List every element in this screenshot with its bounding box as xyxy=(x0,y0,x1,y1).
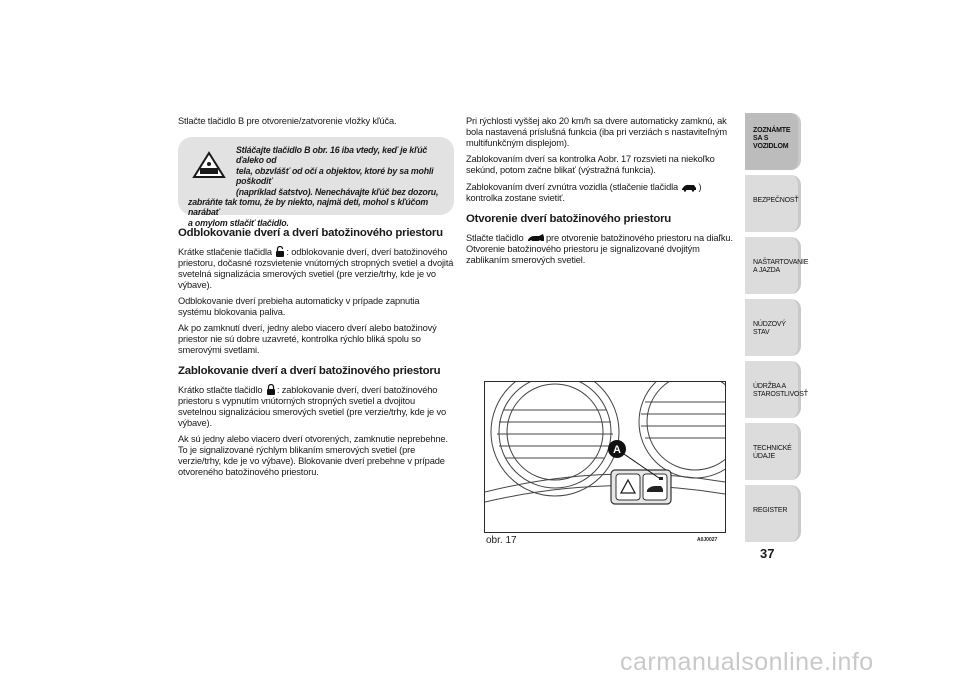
right-paragraph-2: Zablokovaním dverí sa kontrolka Aobr. 17 rozsvieti na niekoľko sekúnd, potom začne blikať (výstražná funkcia). xyxy=(466,154,715,175)
tab-udrzba[interactable]: ÚDRŽBA A STAROSTLIVOSŤ xyxy=(745,361,801,418)
tab-nudzovy-stav[interactable]: NÚDZOVÝ STAV xyxy=(745,299,801,356)
lock-paragraph-1 xyxy=(178,384,454,429)
watermark: carmanualsonline.info xyxy=(620,648,874,676)
callout-a-label: A xyxy=(613,444,621,456)
warning-triangle-icon xyxy=(192,151,226,179)
unlock-p1-pre: Krátke stlačenie tlačidla xyxy=(178,247,272,257)
unlock-paragraph-3: Ak po zamknutí dverí, jedny alebo viacero dverí alebo batožinový priestor nie sú dobre uzavreté, kontrolka rýchlo bliká spolu so smerovými svetlami. xyxy=(178,323,437,355)
tab-nastartovanie[interactable]: NAŠTARTOVANIE A JAZDA xyxy=(745,237,801,294)
lock-padlock-icon xyxy=(266,384,276,395)
section-title-lock: Zablokovanie dverí a dverí batožinového priestoru xyxy=(178,365,441,377)
tab-bezpecnost[interactable]: BEZPEČNOSŤ xyxy=(745,175,801,232)
left-column xyxy=(178,116,454,483)
figure-caption: obr. 17 xyxy=(486,535,517,546)
unlock-paragraph-1 xyxy=(178,246,454,291)
right-column xyxy=(466,116,734,271)
lock-p1-post: : zablokovanie dverí, dverí batožinového priestoru s vypnutím vnútorných stropných svetiel a dvojitou svetelnou signalizáciou smerových svetiel (pre verzie/trhy, kde je vo výbave). xyxy=(178,385,446,428)
right-p3-post: ) kontrolka zostane svietiť. xyxy=(466,182,702,203)
warning-line: (napríklad šatstvo). Nenechávajte kľúč bez dozoru, xyxy=(236,186,439,197)
trunk-open-icon xyxy=(527,232,545,243)
unlock-p1-post: : odblokovanie dverí, dverí batožinového priestoru, dočasné rozsvietenie vnútorných stropných svetiel a dvojitá svetelná signalizácia smerových svetiel (pre verzie/trhy, kde je vo výbave). xyxy=(178,247,454,290)
figure-code: A0J0027 xyxy=(697,537,718,543)
tab-zoznamte-sa[interactable]: ZOZNÁMTE SA S VOZIDLOM xyxy=(745,113,801,170)
right-p3-pre: Zablokovaním dverí zvnútra vozidla (stlačenie tlačidla xyxy=(466,182,679,192)
unlock-paragraph-2: Odblokovanie dverí prebieha automaticky v prípade zapnutia systému blokovania paliva. xyxy=(178,296,420,317)
central-lock-button-icon xyxy=(681,181,697,192)
page-number: 37 xyxy=(760,546,775,561)
tab-technicke-udaje[interactable]: TECHNICKÉ ÚDAJE xyxy=(745,423,801,480)
lock-paragraph-2: Ak sú jedny alebo viacero dverí otvorených, zamknutie neprebehne. To je signalizované rýchlym blikaním smerových svetiel (pre verzie/trhy, kde je vo výbave). Blokovanie dverí prebehne v prípade otvoreného batožinového priestoru. xyxy=(178,434,448,477)
unlock-padlock-icon xyxy=(275,246,285,257)
right-p4-post: pre otvorenie batožinového priestoru na diaľku. Otvorenie batožinového priestoru je signalizované dvojitým zablikaním smerových svetiel. xyxy=(466,233,733,265)
warning-line: tela, obzvlášť od očí a objektov, ktoré by sa mohli poškodiť xyxy=(236,165,434,187)
dashboard-illustration xyxy=(485,382,725,532)
warning-box xyxy=(178,137,454,228)
tab-register[interactable]: REGISTER xyxy=(745,485,801,542)
right-paragraph-3 xyxy=(466,181,734,204)
warning-line: zabráňte tak tomu, že by niekto, najmä deti, mohol s kľúčom narábať xyxy=(188,197,429,218)
section-title-trunk: Otvorenie dverí batožinového priestoru xyxy=(466,213,672,225)
dashboard-figure xyxy=(484,381,726,533)
section-title-unlock: Odblokovanie dverí a dverí batožinového priestoru xyxy=(178,227,443,239)
warning-text xyxy=(188,145,444,228)
lock-p1-pre: Krátko stlačte tlačidlo xyxy=(178,385,263,395)
warning-line: a omylom stlačiť tlačidlo. xyxy=(188,217,289,228)
warning-line: Stláčajte tlačidlo B obr. 16 iba vtedy, keď je kľúč ďaleko od xyxy=(236,145,428,166)
right-paragraph-4 xyxy=(466,232,734,266)
right-p4-pre: Stlačte tlačidlo xyxy=(466,233,524,243)
right-paragraph-1: Pri rýchlosti vyššej ako 20 km/h sa dvere automaticky zamknú, ak bola nastavená príslušná funkcia (iba pri verziách s nastaviteľným multifunkčným displejom). xyxy=(466,116,728,148)
intro-paragraph: Stlačte tlačidlo B pre otvorenie/zatvorenie vložky kľúča. xyxy=(178,116,397,126)
